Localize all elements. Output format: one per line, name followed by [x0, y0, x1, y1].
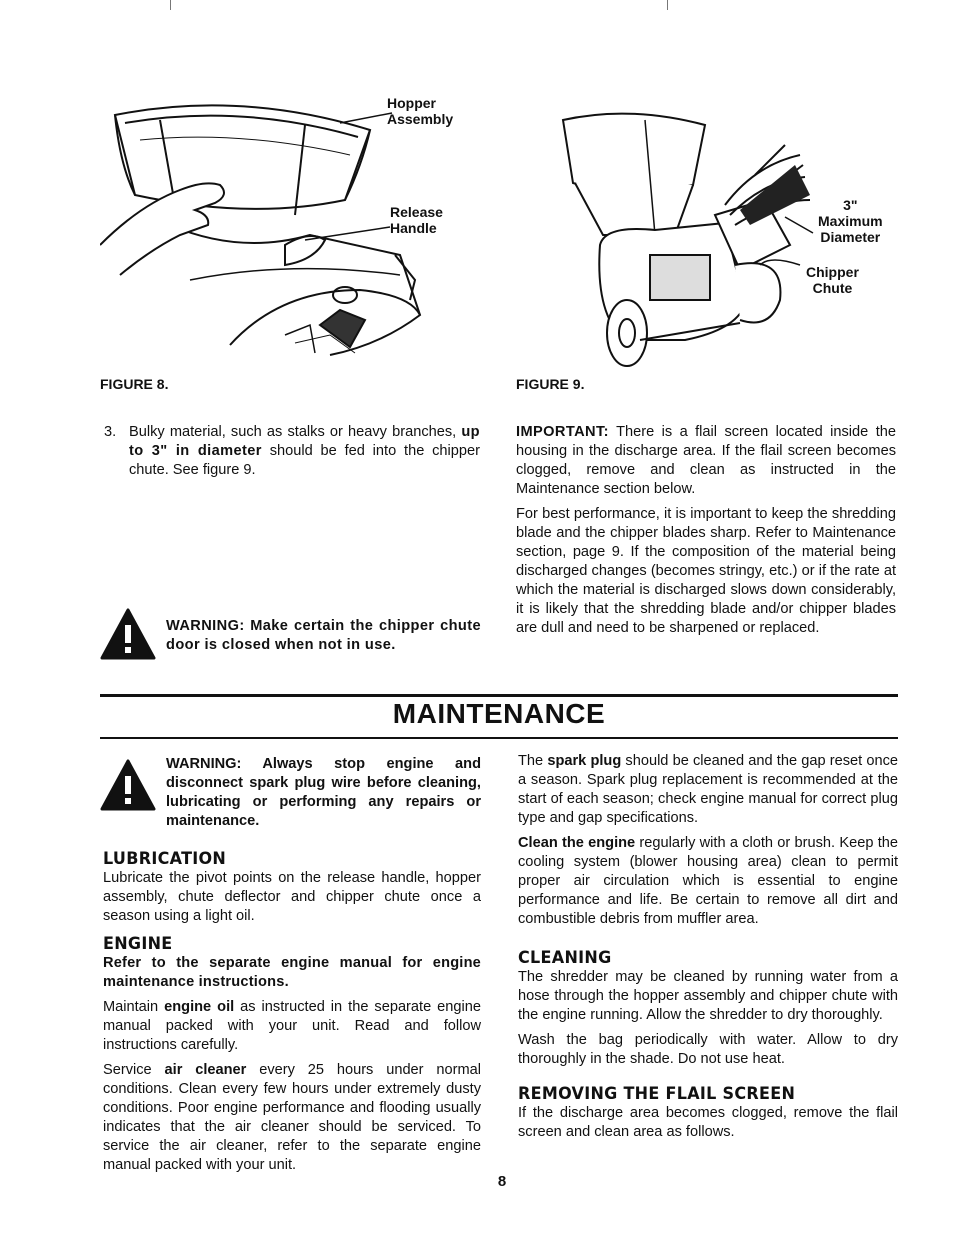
engine-oil-paragraph: Maintain engine oil as instructed in the separate engine manual packed with your unit. Read and follow instructions carefully. — [103, 999, 482, 1053]
hopper-assembly-callout: Hopper Assembly — [387, 95, 454, 127]
chipper-chute-illustration — [555, 105, 815, 370]
release-handle-callout: Release Handle — [390, 204, 443, 236]
spark-plug-paragraph: The spark plug should be cleaned and the gap reset once a season. Spark plug replacement is recommended at the start of each season; check engine manual for correct plug type and gap specifications. — [518, 753, 899, 826]
figure-8-caption: FIGURE 8. — [100, 376, 169, 392]
air-cleaner-paragraph: Service air cleaner every 25 hours under normal conditions. Clean every few hours under extremely dusty conditions. Poor engine performance and flooding usually indicates that the air cleaner should be serviced. To service the air cleaner, refer to the separate engine manual packed with your unit. — [103, 1062, 481, 1173]
cleaning-paragraph-2: Wash the bag periodically with water. Allow to dry thoroughly in the shade. Do not use heat. — [518, 1032, 898, 1067]
maintenance-top-rule — [100, 694, 898, 697]
max-diameter-callout: 3" Maximum Diameter — [818, 197, 883, 245]
page-number: 8 — [497, 1173, 507, 1190]
list-item-number: 3. — [104, 424, 117, 440]
crop-mark-left — [170, 0, 171, 10]
cleaning-paragraph-1: The shredder may be cleaned by running water from a hose through the hopper assembly and chipper chute with the engine running. Allow the shredder to dry thoroughly. — [518, 969, 898, 1023]
warning-icon — [100, 759, 156, 816]
best-performance-paragraph: For best performance, it is important to keep the shredding blade and the chipper blades sharp. Refer to Maintenance section, page 9. If the composition of the material being discharged changes (becomes stringy, etc.) or if the rate at which the material is discharged slows down considerably, it is likely that the shredding blade and/or chipper blades are dull and need to be sharpened or replaced. — [516, 506, 896, 636]
figure-9-illustration — [555, 105, 815, 370]
cleaning-heading: CLEANING — [518, 947, 612, 968]
upper-right-column — [516, 423, 896, 638]
maintenance-bottom-rule — [100, 737, 898, 739]
warning-icon — [100, 608, 156, 665]
lubrication-heading: LUBRICATION — [103, 848, 227, 869]
maintenance-title: MAINTENANCE — [392, 698, 606, 729]
flail-screen-heading: REMOVING THE FLAIL SCREEN — [518, 1083, 796, 1104]
flail-screen-text: If the discharge area becomes clogged, remove the flail screen and clean area as follows. — [518, 1105, 898, 1140]
maintenance-left-column — [103, 848, 481, 1175]
feeding-instruction-item — [104, 423, 480, 480]
chipper-chute-callout: Chipper Chute — [806, 264, 859, 296]
engine-heading: ENGINE — [103, 933, 173, 954]
important-note: IMPORTANT: There is a flail screen located inside the housing in the discharge area. If the flail screen becomes clogged, remove and clean as instructed in the Maintenance section below. — [516, 424, 896, 497]
clean-engine-paragraph: Clean the engine regularly with a cloth or brush. Keep the cooling system (blower housing area) clean to permit proper air circulation which is essential to engine performance and life. Be certain to remove all dirt and combustible debris from muffler area. — [518, 835, 898, 927]
engine-manual-note: Refer to the separate engine manual for engine maintenance instructions. — [103, 955, 481, 990]
lubrication-text: Lubricate the pivot points on the release handle, hopper assembly, chute deflector and chipper chute once a season using a light oil. — [103, 870, 481, 924]
maintenance-warning: WARNING: Always stop engine and disconnect spark plug wire before cleaning, lubricating or performing any repairs or maintenance. — [166, 756, 481, 829]
figure-9-caption: FIGURE 9. — [516, 376, 585, 392]
feeding-instruction-text: Bulky material, such as stalks or heavy branches, up to 3" in diameter should be fed into the chipper chute. See figure 9. — [129, 424, 480, 478]
crop-mark-right — [667, 0, 668, 10]
chipper-door-warning: WARNING: Make certain the chipper chute door is closed when not in use. — [166, 618, 481, 653]
maintenance-right-column — [518, 752, 898, 1142]
